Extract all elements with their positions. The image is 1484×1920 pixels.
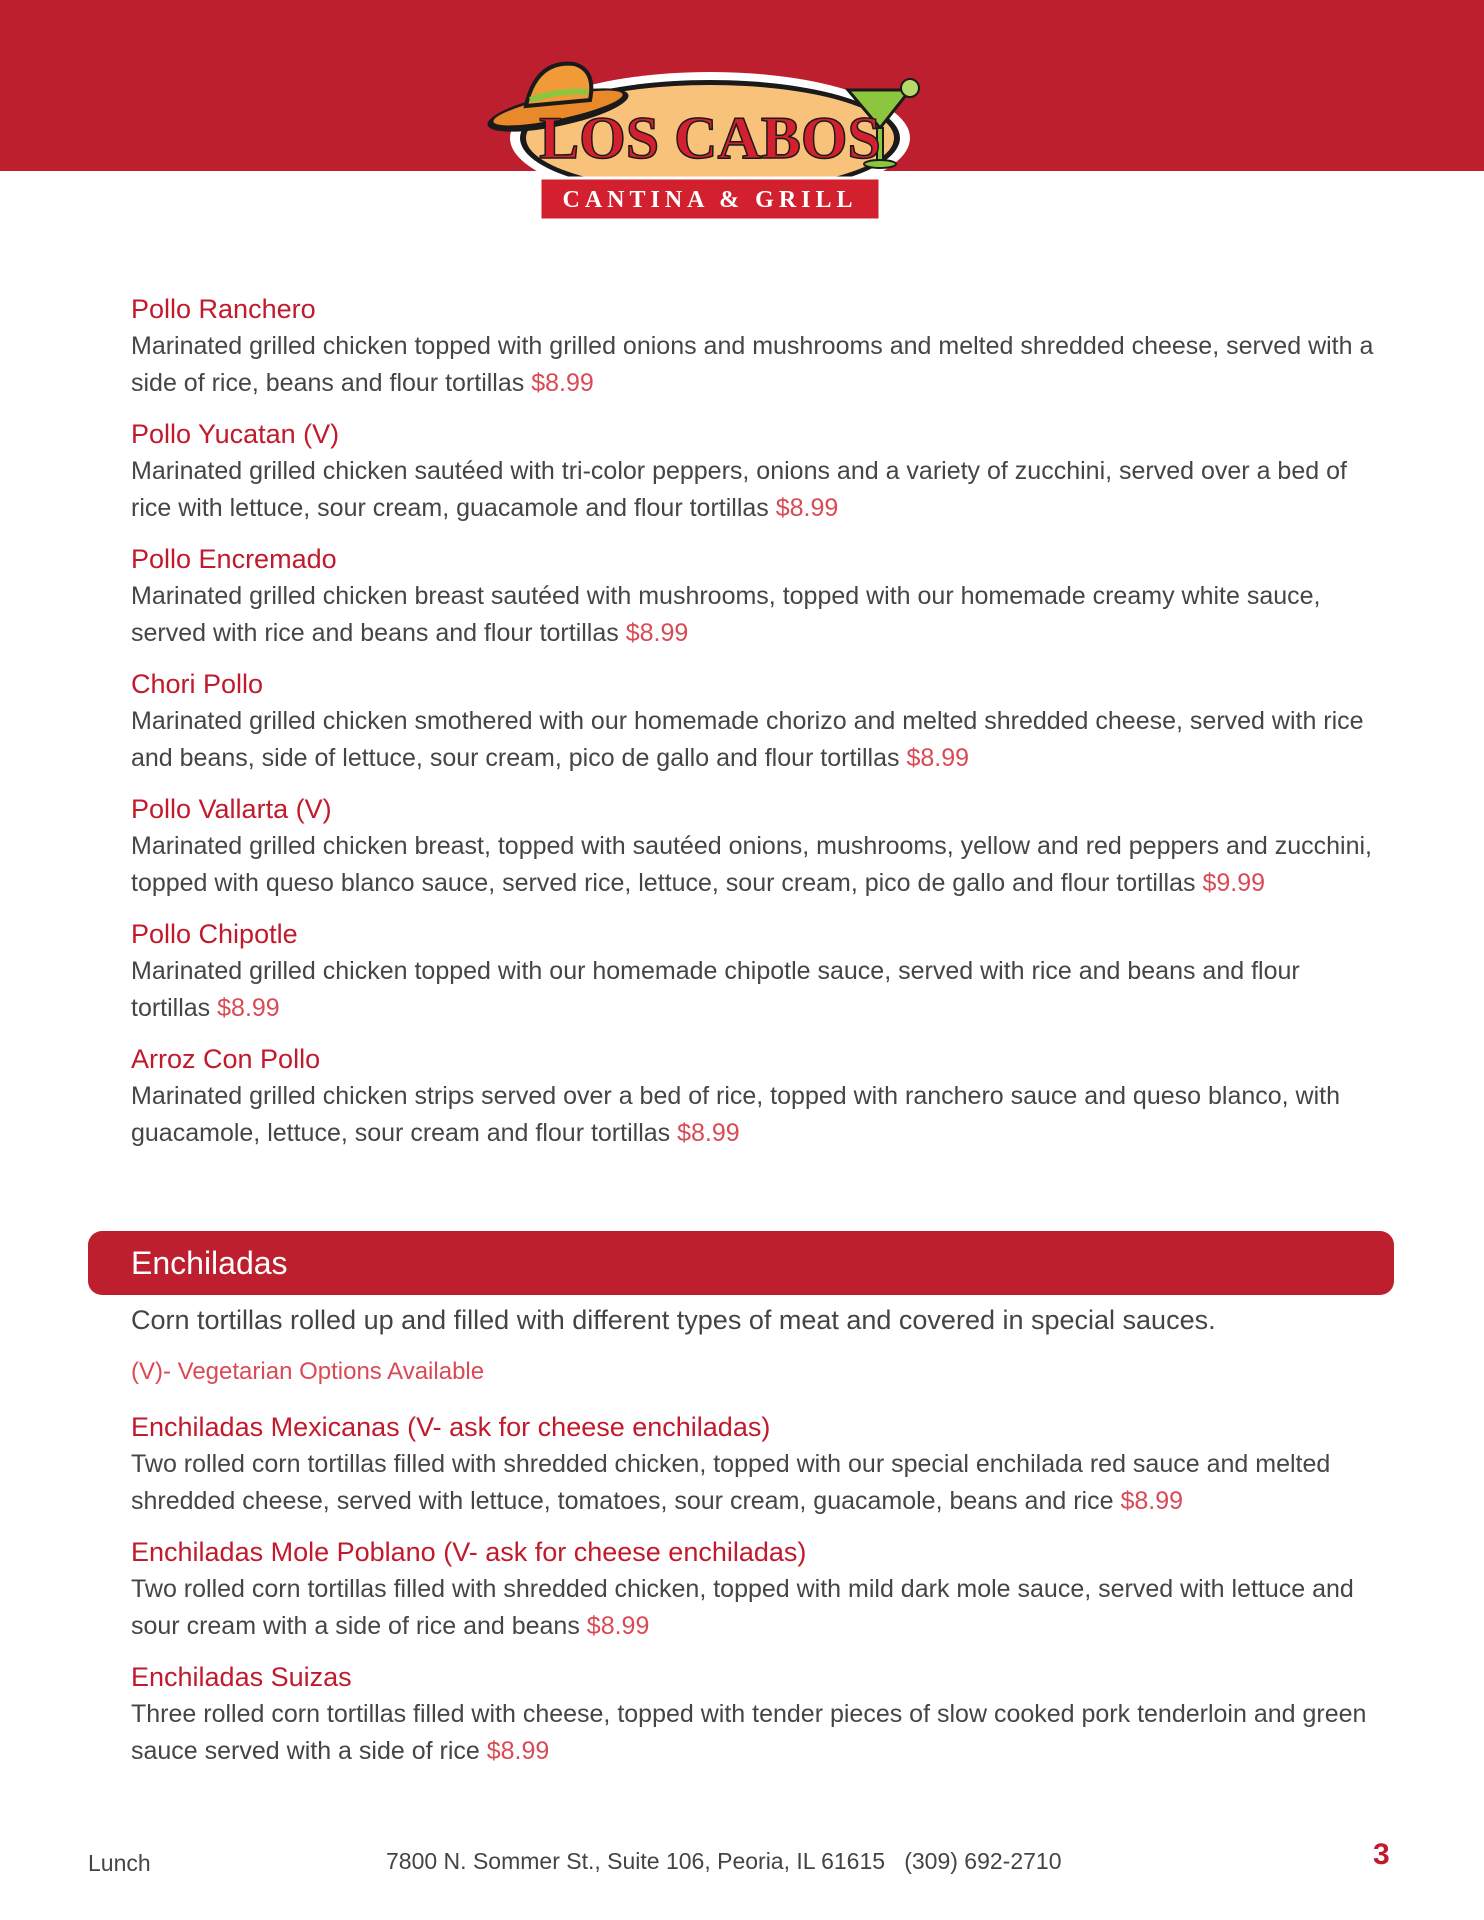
item-price: $8.99 [586, 1611, 650, 1640]
menu-item [131, 915, 1381, 1026]
item-description: Marinated grilled chicken topped with grilled onions and mushrooms and melted shredded cheese, served with a side of rice, beans and flour tortillas $8.99 [131, 332, 1374, 397]
item-price: $8.99 [775, 493, 839, 522]
item-name: Arroz Con Pollo [131, 1044, 321, 1074]
item-price: $8.99 [677, 1118, 740, 1147]
section-title: Enchiladas [131, 1245, 288, 1281]
item-description: Marinated grilled chicken sautéed with tri-color peppers, onions and a variety of zucchini, served over a bed of rice with lettuce, sour cream, guacamole and flour tortillas $8.99 [131, 457, 1347, 522]
item-price: $8.99 [906, 743, 970, 772]
menu-item [131, 1658, 1381, 1769]
menu-item [131, 540, 1381, 651]
menu-item [131, 1040, 1381, 1151]
enchiladas-section-header [88, 1231, 1394, 1295]
logo-tagline: CANTINA & GRILL [562, 187, 858, 213]
menu-item [131, 1533, 1381, 1644]
menu-item [131, 290, 1381, 401]
item-description: Two rolled corn tortillas filled with shredded chicken, topped with our special enchilada red sauce and melted shredded cheese, served with lettuce, tomatoes, sour cream, guacamole, beans and rice $8.99 [131, 1450, 1331, 1515]
item-name: Enchiladas Mole Poblano (V- ask for cheese enchiladas) [131, 1537, 807, 1567]
item-name: Pollo Chipotle [131, 919, 298, 949]
pollo-menu [131, 290, 1381, 1165]
section-intro: Corn tortillas rolled up and filled with different types of meat and covered in special sauces. [131, 1305, 1216, 1335]
item-description: Marinated grilled chicken strips served over a bed of rice, topped with ranchero sauce and queso blanco, with guacamole, lettuce, sour cream and flour tortillas $8.99 [131, 1082, 1341, 1147]
menu-item [131, 415, 1381, 526]
menu-item [131, 665, 1381, 776]
item-name: Pollo Yucatan (V) [131, 419, 340, 449]
item-name: Enchiladas Mexicanas (V- ask for cheese enchiladas) [131, 1412, 771, 1442]
item-name: Enchiladas Suizas [131, 1662, 352, 1692]
menu-item [131, 1408, 1381, 1519]
enchiladas-menu [131, 1302, 1381, 1783]
item-price: $8.99 [1120, 1486, 1183, 1515]
item-name: Pollo Encremado [131, 544, 337, 574]
item-description: Marinated grilled chicken breast sautéed with mushrooms, topped with our homemade creamy white sauce, served with rice and beans and flour tortillas $8.99 [131, 582, 1321, 647]
vegetarian-note: (V)- Vegetarian Options Available [131, 1358, 485, 1385]
item-name: Pollo Ranchero [131, 294, 316, 324]
item-price: $8.99 [486, 1736, 550, 1765]
item-price: $8.99 [531, 368, 594, 397]
item-description: Two rolled corn tortillas filled with shredded chicken, topped with mild dark mole sauce, served with lettuce and sour cream with a side of rice and beans $8.99 [131, 1575, 1354, 1640]
menu-item [131, 790, 1381, 901]
item-description: Three rolled corn tortillas filled with cheese, topped with tender pieces of slow cooked pork tenderloin and green sauce served with a side of rice $8.99 [131, 1700, 1367, 1765]
item-name: Pollo Vallarta (V) [131, 794, 332, 824]
item-price: $8.99 [217, 993, 280, 1022]
item-name: Chori Pollo [131, 669, 264, 699]
item-description: Marinated grilled chicken topped with our homemade chipotle sauce, served with rice and beans and flour tortillas $8.99 [131, 957, 1300, 1022]
page-number: 3 [1373, 1838, 1390, 1871]
footer-address: 7800 N. Sommer St., Suite 106, Peoria, IL 61615 (309) 692-2710 [386, 1848, 1062, 1874]
item-description: Marinated grilled chicken smothered with our homemade chorizo and melted shredded cheese, served with rice and beans, side of lettuce, sour cream, pico de gallo and flour tortillas $8.99 [131, 707, 1364, 772]
item-description: Marinated grilled chicken breast, topped with sautéed onions, mushrooms, yellow and red peppers and zucchini, topped with queso blanco sauce, served rice, lettuce, sour cream, pico de gallo and flour tortillas $9.99 [131, 832, 1372, 897]
restaurant-logo [478, 50, 938, 230]
item-price: $9.99 [1202, 868, 1265, 897]
logo-title: LOS CABOS [539, 105, 881, 171]
item-price: $8.99 [625, 618, 689, 647]
footer-menu-label: Lunch [88, 1850, 151, 1876]
